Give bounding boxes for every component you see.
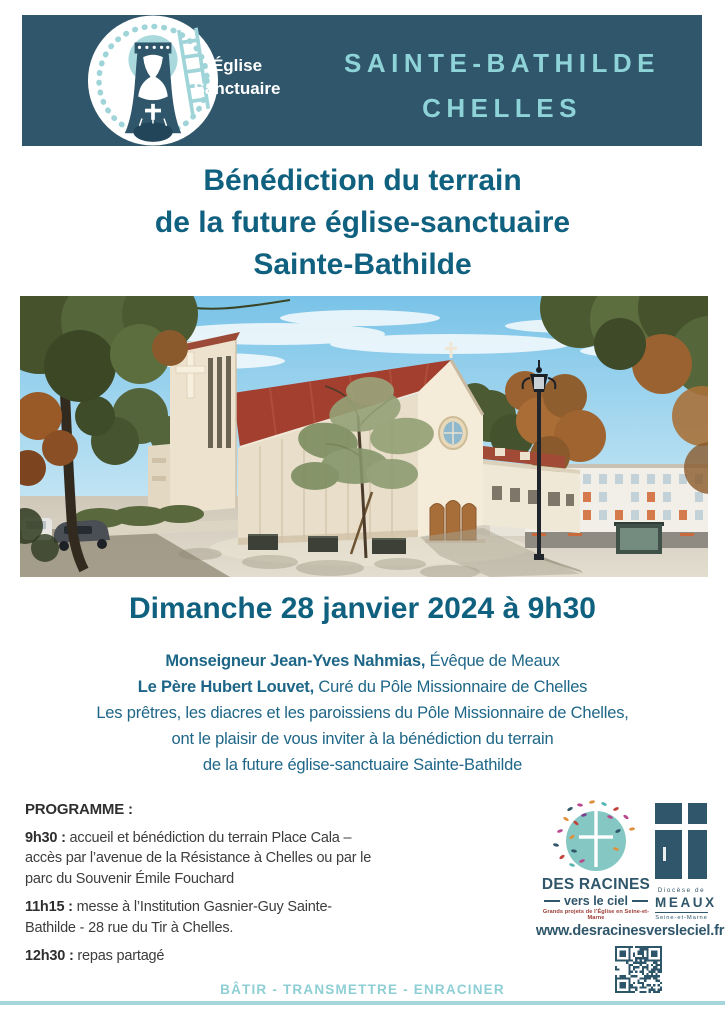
band-title-line1: SAINTE-BATHILDE [343, 48, 660, 78]
right-dash [632, 900, 648, 902]
invitation-text [0, 648, 725, 778]
invitation-line-4: ont le plaisir de vous inviter à la bénédiction du terrain [171, 730, 554, 748]
seine-et-marne-label: Seine-et-Marne [655, 912, 708, 921]
programme-item-2: 11h15 : messe à l’Institution Gasnier-Guy Sainte-Bathilde - 28 rue du Tir à Chelles. [25, 899, 332, 936]
left-dash [544, 900, 560, 902]
diocese-meaux-cross-icon [655, 803, 707, 879]
des-racines-wordmark: DES RACINES [541, 876, 651, 893]
bishop-name: Monseigneur Jean-Yves Nahmias, [165, 652, 426, 670]
diocese-meaux-logo [655, 803, 717, 921]
programme-section [25, 800, 377, 975]
programme-item-1: 9h30 : accueil et bénédiction du terrain Place Cala – accès par l’avenue de la Résistance à Chelles ou par le parc du Souvenir Émile Fouchard [25, 829, 372, 887]
invitation-line-3: Les prêtres, les diacres et les paroissiens du Pôle Missionnaire de Chelles, [96, 704, 629, 722]
header-band [22, 15, 702, 146]
page-title [0, 160, 725, 286]
meaux-label: MEAUX [655, 895, 717, 910]
footer-rule [0, 1001, 725, 1005]
page-title-line3: Sainte-Bathilde [253, 248, 472, 281]
invitation-line-bishop: Monseigneur Jean-Yves Nahmias, Évêque de Meaux [165, 652, 560, 670]
band-title [312, 41, 692, 131]
programme-heading: PROGRAMME : [25, 801, 133, 818]
logo-word-eglise: Église [211, 56, 263, 75]
event-date-heading: Dimanche 28 janvier 2024 à 9h30 [129, 592, 596, 625]
page-title-line2: de la future église-sanctuaire [154, 206, 571, 239]
church-rendering-photo [20, 296, 708, 577]
church-rendering-illustration [20, 296, 708, 577]
website-url: www.desracinesversleciel.fr [535, 923, 725, 939]
programme-item-3: 12h30 : repas partagé [25, 948, 165, 964]
page-title-line1: Bénédiction du terrain [203, 164, 522, 197]
invitation-line-priest: Le Père Hubert Louvet, Curé du Pôle Missionnaire de Chelles [137, 678, 588, 696]
des-racines-tagline: Grands projets de l’Église en Seine-et-Marne [542, 909, 650, 921]
diocese-label: Diocèse de [657, 887, 706, 894]
vers-le-ciel-wordmark: vers le ciel [540, 894, 652, 908]
footer-motto: BÂTIR - TRANSMETTRE - ENRACINER [220, 982, 505, 997]
logo-word-sanctuaire: Sanctuaire [193, 79, 281, 98]
invitation-line-5: de la future église-sanctuaire Sainte-Bathilde [202, 756, 523, 774]
des-racines-logo-icon [546, 797, 646, 885]
logo-wordmark [172, 54, 302, 100]
priest-name: Le Père Hubert Louvet, [137, 678, 314, 696]
band-title-line2: CHELLES [422, 93, 582, 123]
